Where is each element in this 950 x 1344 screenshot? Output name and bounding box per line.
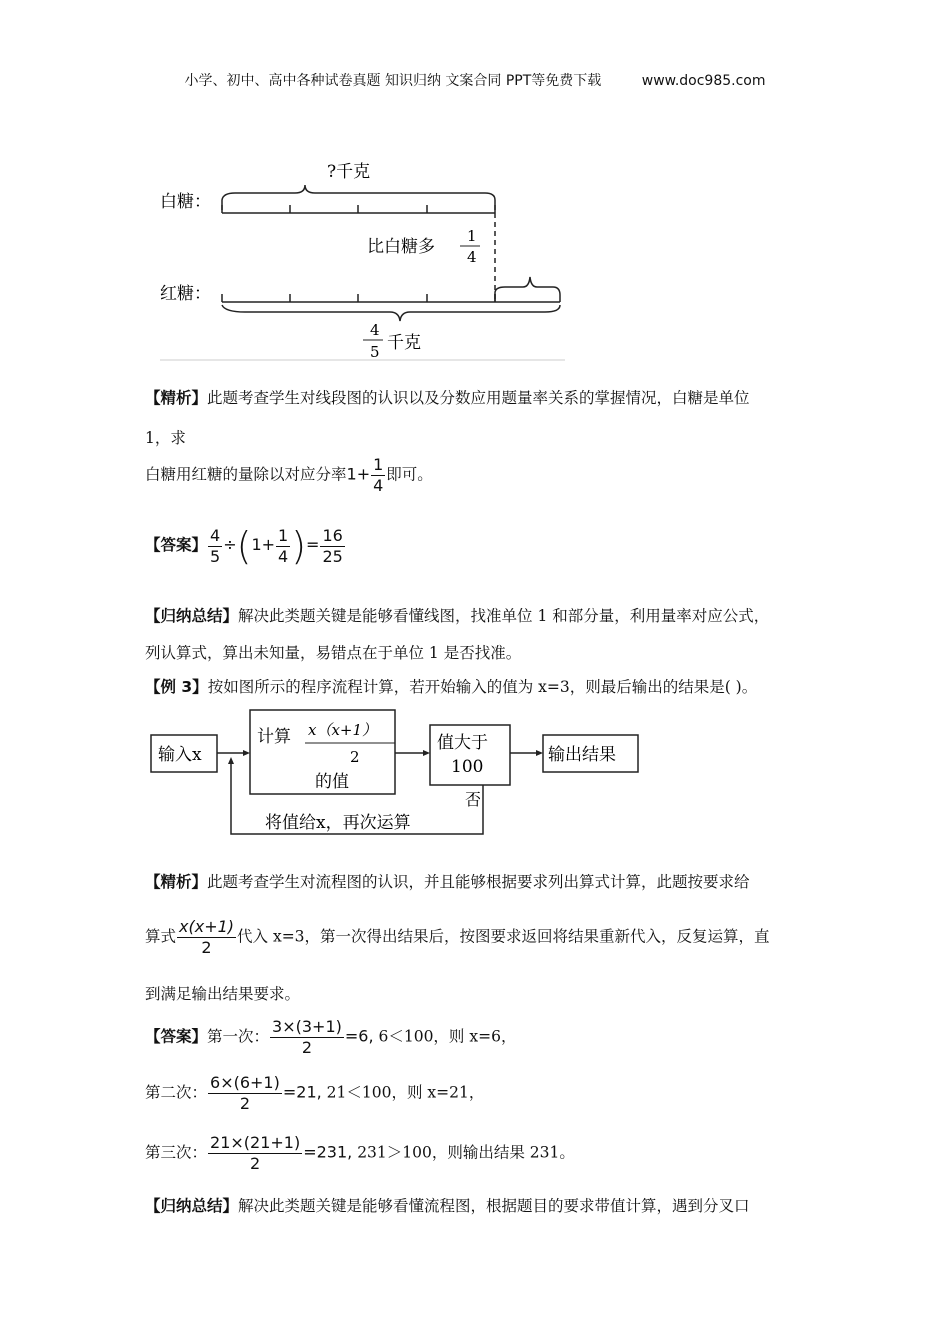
answer-2-step-3: 第三次： $\frac{21\times(21+1)}{2}$ =231, 231＞100，则输出结果 231。 (145, 1133, 575, 1173)
summary-2: 【归纳总结】解决此类题关键是能够看懂流程图，根据题目的要求带值计算，遇到分叉口 (145, 1197, 750, 1215)
fraction-num: 1 (467, 227, 477, 245)
fraction-num: 4 (370, 321, 380, 339)
calc-label: 计算 (257, 727, 291, 747)
no-branch-label: 否 (465, 790, 482, 809)
unknown-label: ?千克 (327, 162, 371, 182)
fraction-den: 4 (467, 248, 477, 266)
calc-denominator: 2 (350, 748, 360, 766)
answer-2-step-2: 第二次： $\frac{6\times(6+1)}{2}$ =21, 21＜100，则 x=21， (145, 1073, 485, 1113)
example-3: 【例 3】按如图所示的程序流程计算，若开始输入的值为 x=3，则最后输出的结果是( )。 (145, 678, 758, 696)
more-label: 比白糖多 (367, 237, 435, 257)
summary-1: 【归纳总结】解决此类题关键是能够看懂线图，找准单位 1 和部分量，利用量率对应公式， (145, 607, 770, 625)
header-link[interactable]: www.doc985.com (641, 73, 766, 89)
output-box-label: 输出结果 (548, 745, 616, 765)
input-box-label: 输入x (158, 745, 202, 765)
red-sugar-label: 红糖： (160, 284, 211, 304)
line-segment-diagram (155, 155, 570, 365)
analysis-1: 【精析】此题考查学生对线段图的认识以及分数应用题量率关系的掌握情况，白糖是单位 (145, 389, 750, 407)
calc-numerator: x（x+1） (308, 721, 378, 739)
summary-1-cont: 列认算式，算出未知量，易错点在于单位 1 是否找准。 (145, 644, 522, 662)
condition-value: 100 (451, 757, 484, 777)
flowchart (145, 705, 645, 840)
white-sugar-label: 白糖： (160, 192, 211, 212)
answer-1: 【答案】 $\frac{4}{5}$ ÷(1+ $\frac{1}{4}$ )= $\frac{16}{25}$ (145, 524, 343, 568)
analysis-2: 【精析】此题考查学生对流程图的认识，并且能够根据要求列出算式计算，此题按要求给 (145, 873, 750, 891)
fraction-den: 5 (370, 343, 380, 361)
answer-2-step-1: 【答案】第一次： $\frac{3\times(3+1)}{2}$ =6, 6＜100，则 x=6， (145, 1017, 517, 1057)
analysis-2-line2: 算式 $\frac{x(x+1)}{2}$ 代入 x=3，第一次得出结果后，按图要求返回将结果重新代入，反复运算，直 (145, 917, 770, 957)
unit-label: 千克 (387, 333, 421, 353)
analysis-1-line3: 白糖用红糖的量除以对应分率1+ $\frac{1}{4}$ 即可。 (145, 455, 433, 495)
condition-label: 值大于 (437, 733, 488, 753)
analysis-2-line3: 到满足输出结果要求。 (145, 985, 301, 1003)
calc-suffix: 的值 (315, 772, 349, 792)
loop-label: 将值给x，再次运算 (265, 813, 411, 833)
analysis-1-cont: 1，求 (145, 429, 186, 447)
header-text: 小学、初中、高中各种试卷真题 知识归纳 文案合同 PPT等免费下载 (184, 73, 602, 89)
page-header (0, 70, 950, 90)
